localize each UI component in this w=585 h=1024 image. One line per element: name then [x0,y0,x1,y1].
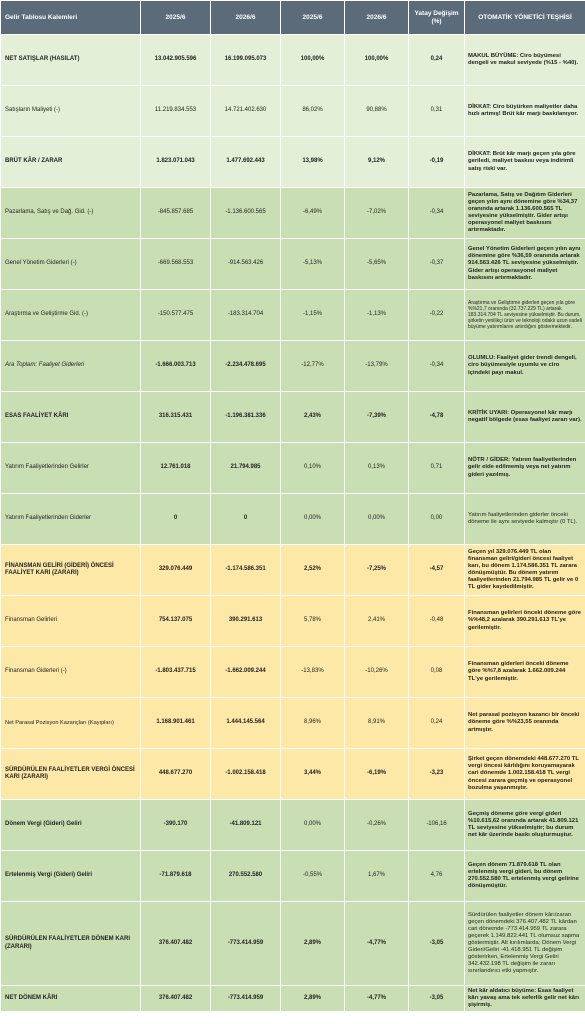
value-2025: -669.568.553 [141,239,211,290]
value-2025: 329.076.449 [141,545,211,596]
value-2026: 16.199.095.073 [211,35,281,86]
change-value: -0,37 [409,239,465,290]
ratio-2026: -4,77% [345,986,409,1012]
change-value: -0,34 [409,188,465,239]
value-2026: 1.444.145.564 [211,698,281,749]
ratio-2026: -7,25% [345,545,409,596]
row-label: SÜRDÜRÜLEN FAALİYETLER VERGİ ÖNCESİ KARI (ZARARI) [1,749,141,800]
change-value: -4,57 [409,545,465,596]
row-label: Satışların Maliyeti (-) [1,86,141,137]
value-2026: 270.552.580 [211,851,281,902]
row-label: Yatırım Faaliyetlerinden Gelirler [1,443,141,494]
change-value: 0,08 [409,647,465,698]
ratio-2026: 0,00% [345,494,409,545]
diagnosis-note: Genel Yönetim Giderleri geçen yılın aynı dönemine göre %36,59 oranında artarak 914.563.426 TL seviyesine yükselmiştir. Gider artışı operasyonel maliyet baskısını artırmaktadır. [465,239,585,290]
diagnosis-note: Finansman giderleri önceki döneme göre %%7,8 azalarak 1.662.009.244 TL'ye gerilemiştir. [465,647,585,698]
ratio-2025: -6,49% [281,188,345,239]
value-2025: 316.315.431 [141,392,211,443]
row-label: Finansman Gelirleri [1,596,141,647]
table-row [1,188,585,239]
ratio-2026: -5,65% [345,239,409,290]
value-2025: 0 [141,494,211,545]
table-row [1,86,585,137]
ratio-2025: -12,77% [281,341,345,392]
change-value: -0,48 [409,596,465,647]
change-value: -0,34 [409,341,465,392]
row-label: Net Parasal Pozisyon Kazançları (Kayıpları) [1,698,141,749]
change-value: 0,00 [409,494,465,545]
ratio-2025: 2,89% [281,986,345,1012]
value-2025: 13.042.905.596 [141,35,211,86]
ratio-2026: -4,77% [345,902,409,986]
row-label: FİNANSMAN GELİRİ (GİDERİ) ÖNCESİ FAALİYET KARI (ZARARI) [1,545,141,596]
diagnosis-note: Araştırma ve Geliştirme giderleri geçen yıla göre %%21,7 oranında (32.737.229 TL) artarak 183.314.704 TL seviyesine yükselmiştir. Bu durum, şirketin yenilikçi ürün ve teknoloji odaklı uzun vadeli büyüme yatırımlarını artırdığını göstermektedir. [465,290,585,341]
ratio-2025: 0,00% [281,800,345,851]
table-row [1,239,585,290]
ratio-2025: 2,52% [281,545,345,596]
diagnosis-note: NÖTR / GİDER: Yatırım faaliyetlerinden gelir elde edilmemiş veya net yatırım gideri yazılmış. [465,443,585,494]
ratio-2025: 2,89% [281,902,345,986]
value-2026: 1.477.692.443 [211,137,281,188]
column-header-diagnosis: OTOMATİK YÖNETİCİ TEŞHİSİ [465,1,585,35]
table-row [1,392,585,443]
ratio-2026: -7,39% [345,392,409,443]
ratio-2025: 5,78% [281,596,345,647]
value-2026: -1.174.586.351 [211,545,281,596]
value-2026: 390.291.613 [211,596,281,647]
value-2026: -773.414.959 [211,902,281,986]
change-value: -106,16 [409,800,465,851]
value-2026: -1.002.158.418 [211,749,281,800]
table-row [1,545,585,596]
ratio-2026: -0,26% [345,800,409,851]
value-2025: -390.170 [141,800,211,851]
row-label: Pazarlama, Satış ve Dağ. Gid. (-) [1,188,141,239]
value-2026: -183.314.704 [211,290,281,341]
ratio-2025: 86,02% [281,86,345,137]
column-header-2025-ratio: 2025/6 [281,1,345,35]
column-header-2026-ratio: 2026/6 [345,1,409,35]
ratio-2025: 8,96% [281,698,345,749]
ratio-2026: -6,19% [345,749,409,800]
value-2025: 1.168.901.461 [141,698,211,749]
value-2025: 12.761.018 [141,443,211,494]
diagnosis-note: Sürdürülen faaliyetler dönem kârı/zararı geçen dönemdeki 376.407.482 TL kârdan cari dönemde -773.414.959 TL zarara geçerek 1.149.822.441 TL olumsuz sapma göstermiştir. Alt kırılımlarda; Dönem Vergi Gideri/Geliri -41.418.951 TL değişim gösterirken, Ertelenmiş Vergi Geliri 342.432.198 TL değişim ile zararı sınırlandırıcı etki yapmıştır. [465,902,585,986]
diagnosis-note: OLUMLU: Faaliyet gider trendi dengeli, ciro büyümesiyle uyumlu ve ciro içindeki payı makul. [465,341,585,392]
row-label: Ertelenmiş Vergi (Gideri) Geliri [1,851,141,902]
change-value: -3,05 [409,986,465,1012]
table-row [1,986,585,1012]
change-value: -3,05 [409,902,465,986]
value-2026: 0 [211,494,281,545]
ratio-2025: -5,13% [281,239,345,290]
table-row [1,902,585,986]
table-row [1,800,585,851]
change-value: -0,22 [409,290,465,341]
value-2025: -71.879.618 [141,851,211,902]
value-2026: -1.662.009.244 [211,647,281,698]
ratio-2025: 100,00% [281,35,345,86]
row-label: Genel Yönetim Giderleri (-) [1,239,141,290]
change-value: 4,76 [409,851,465,902]
table-row [1,494,585,545]
row-label: Yatırım Faaliyetlerinden Giderler [1,494,141,545]
row-label: Ara Toplam: Faaliyet Giderleri [1,341,141,392]
value-2025: 376.407.482 [141,902,211,986]
table-row [1,341,585,392]
value-2026: 21.794.985 [211,443,281,494]
row-label: NET DÖNEM KÂRI [1,986,141,1012]
ratio-2025: 0,00% [281,494,345,545]
ratio-2026: 100,00% [345,35,409,86]
diagnosis-note: DİKKAT: Ciro büyürken maliyetler daha hızlı artmış! Brüt kâr marjı baskılanıyor. [465,86,585,137]
value-2025: -1.666.003.713 [141,341,211,392]
ratio-2026: 9,12% [345,137,409,188]
table-row [1,35,585,86]
value-2025: -150.577.475 [141,290,211,341]
diagnosis-note: KRİTİK UYARI: Operasyonel kâr marjı negatif bölgede (esas faaliyet zararı var). [465,392,585,443]
table-row [1,443,585,494]
diagnosis-note: Net parasal pozisyon kazancı bir önceki döneme göre %%23,55 oranında artmıştır. [465,698,585,749]
value-2026: -773.414.959 [211,986,281,1012]
value-2026: -914.563.426 [211,239,281,290]
diagnosis-note: DİKKAT: Brüt kâr marjı geçen yıla göre geriledi, maliyet baskısı veya indirimli satış riski var. [465,137,585,188]
row-label: Finansman Giderleri (-) [1,647,141,698]
change-value: 0,31 [409,86,465,137]
value-2026: -1.136.600.565 [211,188,281,239]
ratio-2026: 8,91% [345,698,409,749]
header-row [1,1,585,35]
value-2025: 754.137.075 [141,596,211,647]
row-label: Dönem Vergi (Gideri) Geliri [1,800,141,851]
table-row [1,749,585,800]
diagnosis-note: Geçen dönem 71.879.618 TL olan ertelenmiş vergi gideri, bu dönem 270.552.580 TL ertelenmiş vergi gelirine dönüşmüştür. [465,851,585,902]
value-2025: 376.407.482 [141,986,211,1012]
diagnosis-note: MAKUL BÜYÜME: Ciro büyümesi dengeli ve makul seviyede (%15 - %40). [465,35,585,86]
ratio-2025: -0,55% [281,851,345,902]
ratio-2025: 3,44% [281,749,345,800]
ratio-2025: 2,43% [281,392,345,443]
row-label: ESAS FAALİYET KÂRI [1,392,141,443]
table-row [1,596,585,647]
value-2026: -41.809.121 [211,800,281,851]
diagnosis-note: Finansman gelirleri önceki döneme göre %%48,2 azalarak 390.291.613 TL'ye gerilemiştir. [465,596,585,647]
change-value: 0,71 [409,443,465,494]
table-row [1,647,585,698]
diagnosis-note: Geçen yıl 329.076.449 TL olan finansman geliri/gideri öncesi faaliyet karı, bu dönem 1.174.586.351 TL zarara dönüşmüştür. Bu dönem yatırım faaliyetlerinden 21.794.985 TL gelir ve 0 TL gider kaydedilmiştir. [465,545,585,596]
table-row [1,290,585,341]
ratio-2026: -10,26% [345,647,409,698]
value-2026: -1.196.381.336 [211,392,281,443]
value-2025: 1.823.071.043 [141,137,211,188]
column-header-2025-value: 2025/6 [141,1,211,35]
ratio-2026: 2,41% [345,596,409,647]
table-row [1,137,585,188]
value-2025: -1.803.437.715 [141,647,211,698]
column-header-2026-value: 2026/6 [211,1,281,35]
diagnosis-note: Şirket geçen dönemdeki 448.677.270 TL vergi öncesi kârlılığını koruyamayarak cari dönemde 1.002.158.418 TL vergi öncesi zarara geçmiş ve operasyonel bozulma yaşanmıştır. [465,749,585,800]
row-label: SÜRDÜRÜLEN FAALİYETLER DÖNEM KARI (ZARARI) [1,902,141,986]
diagnosis-note: Geçmiş döneme göre vergi gideri %10.615,62 oranında artarak 41.809.121 TL seviyesine yükselmiştir; bu durum net kâr üzerinde baskı oluşturmuştur. [465,800,585,851]
change-value: 0,24 [409,698,465,749]
ratio-2025: 0,10% [281,443,345,494]
value-2026: -2.234.478.695 [211,341,281,392]
change-value: -4,78 [409,392,465,443]
ratio-2026: -13,79% [345,341,409,392]
diagnosis-note: Net kâr aldatıcı büyüme: Esas faaliyet kârı yavaş ama tek seferlik gelir net kârı şişirmiş. [465,986,585,1012]
ratio-2025: -1,15% [281,290,345,341]
ratio-2025: 13,98% [281,137,345,188]
table-row [1,851,585,902]
change-value: 0,24 [409,35,465,86]
ratio-2026: 90,88% [345,86,409,137]
ratio-2025: -13,83% [281,647,345,698]
ratio-2026: 1,67% [345,851,409,902]
row-label: NET SATIŞLAR (HASILAT) [1,35,141,86]
change-value: -3,23 [409,749,465,800]
table-row [1,698,585,749]
column-header-change: Yatay Değişim (%) [409,1,465,35]
ratio-2026: -1,13% [345,290,409,341]
row-label: BRÜT KÂR / ZARAR [1,137,141,188]
row-label: Araştırma ve Geliştirme Gid. (-) [1,290,141,341]
column-header-item: Gelir Tablosu Kalemleri [1,1,141,35]
value-2025: 11.219.834.553 [141,86,211,137]
diagnosis-note: Pazarlama, Satış ve Dağıtım Giderleri geçen yılın aynı dönemine göre %34,37 oranında artarak 1.136.600.565 TL seviyesine yükselmiştir. Gider artışı operasyonel maliyet baskısını artırmaktadır. [465,188,585,239]
value-2025: 448.677.270 [141,749,211,800]
change-value: -0,19 [409,137,465,188]
ratio-2026: -7,02% [345,188,409,239]
ratio-2026: 0,13% [345,443,409,494]
value-2025: -845.857.685 [141,188,211,239]
diagnosis-note: Yatırım faaliyetlerinden giderler önceki döneme ile aynı seviyede kalmıştır (0 TL). [465,494,585,545]
value-2026: 14.721.402.630 [211,86,281,137]
